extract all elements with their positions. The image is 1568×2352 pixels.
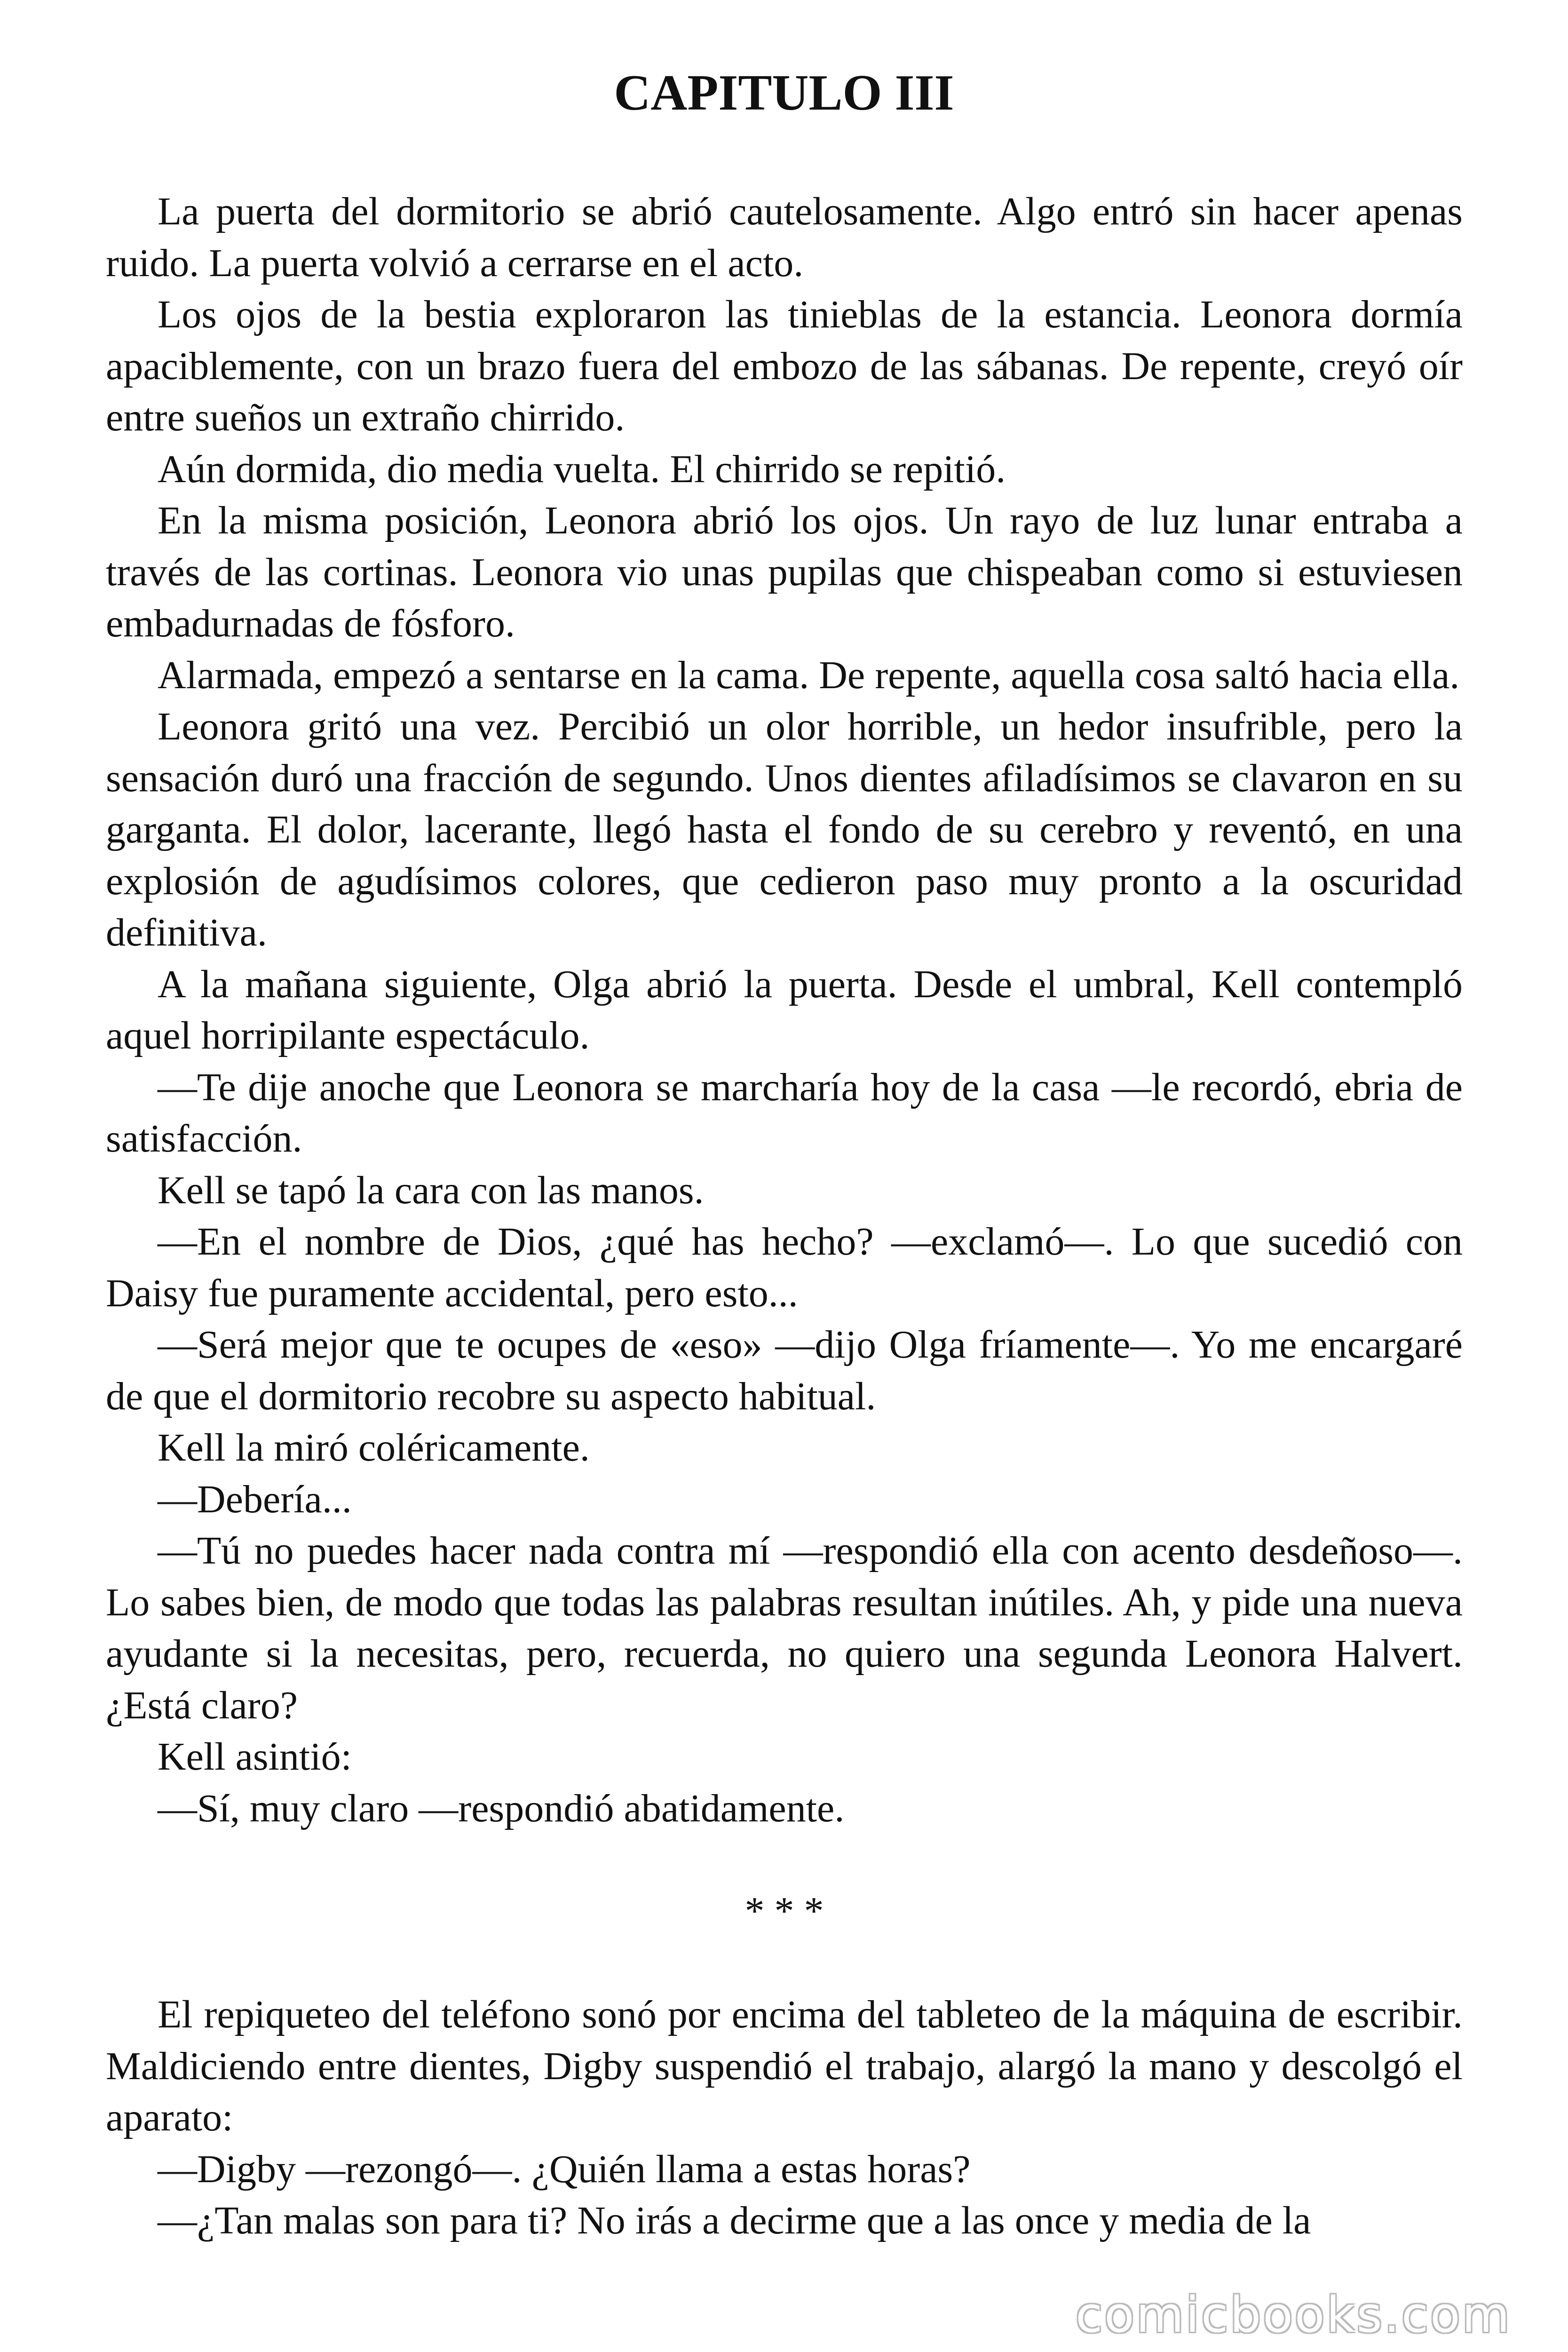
dialogue-paragraph: —¿Tan malas son para ti? No irás a decirme que a las once y media de la bbox=[158, 2199, 1311, 2242]
section-break bbox=[106, 1834, 1463, 1989]
chapter-title: CAPITULO III bbox=[614, 65, 954, 121]
paragraph: Alarmada, empezó a sentarse en la cama. De repente, aquella cosa saltó hacia ella. bbox=[158, 653, 1460, 697]
section-break-asterisks: * * * bbox=[744, 1889, 824, 1933]
dialogue-paragraph: —Digby —rezongó—. ¿Quién llama a estas horas? bbox=[158, 2147, 971, 2191]
dialogue-paragraph: —Te dije anoche que Leonora se marcharía hoy de la casa —le recordó, ebria de satisfacción. bbox=[106, 1065, 1463, 1160]
paragraph: El repiqueteo del teléfono sonó por encima del tableteo de la máquina de escribir. Maldiciendo entre dientes, Digby suspendió el trabajo, alargó la mano y descolgó el aparato: bbox=[106, 1993, 1463, 2139]
paragraph: Kell se tapó la cara con las manos. bbox=[158, 1168, 704, 1212]
paragraph: Kell asintió: bbox=[158, 1735, 352, 1779]
dialogue-paragraph: —Sí, muy claro —respondió abatidamente. bbox=[158, 1786, 845, 1830]
watermark-logo: comicbooks.com bbox=[1075, 2286, 1512, 2344]
chapter-body bbox=[106, 186, 1463, 2247]
paragraph: En la misma posición, Leonora abrió los ojos. Un rayo de luz lunar entraba a través de las cortinas. Leonora vio unas pupilas que chispeaban como si estuviesen embadurnadas de fósforo. bbox=[106, 499, 1463, 645]
dialogue-paragraph: —Debería... bbox=[158, 1477, 352, 1521]
paragraph: Aún dormida, dio media vuelta. El chirrido se repitió. bbox=[158, 447, 1006, 491]
paragraph: Leonora gritó una vez. Percibió un olor horrible, un hedor insufrible, pero la sensación duró una fracción de segundo. Unos dientes afiladísimos se clavaron en su garganta. El dolor, lacerante, llegó hasta el fondo de su cerebro y reventó, en una explosión de agudísimos colores, que cedieron paso muy pronto a la oscuridad definitiva. bbox=[106, 705, 1463, 954]
paragraph: A la mañana siguiente, Olga abrió la puerta. Desde el umbral, Kell contempló aquel horripilante espectáculo. bbox=[106, 962, 1463, 1057]
dialogue-paragraph: —Será mejor que te ocupes de «eso» —dijo Olga fríamente—. Yo me encargaré de que el dormitorio recobre su aspecto habitual. bbox=[106, 1323, 1463, 1418]
dialogue-paragraph: —Tú no puedes hacer nada contra mí —respondió ella con acento desdeñoso—. Lo sabes bien, de modo que todas las palabras resultan inútiles. Ah, y pide una nueva ayudante si la necesitas, pero, recuerda, no quiero una segunda Leonora Halvert. ¿Está claro? bbox=[106, 1529, 1463, 1727]
paragraph: Kell la miró coléricamente. bbox=[158, 1426, 590, 1470]
dialogue-paragraph: —En el nombre de Dios, ¿qué has hecho? —exclamó—. Lo que sucedió con Daisy fue puramente accidental, pero esto... bbox=[106, 1220, 1463, 1315]
paragraph: Los ojos de la bestia exploraron las tinieblas de la estancia. Leonora dormía apaciblemente, con un brazo fuera del embozo de las sábanas. De repente, creyó oír entre sueños un extraño chirrido. bbox=[106, 293, 1463, 439]
paragraph: La puerta del dormitorio se abrió cautelosamente. Algo entró sin hacer apenas ruido. La puerta volvió a cerrarse en el acto. bbox=[106, 190, 1463, 285]
